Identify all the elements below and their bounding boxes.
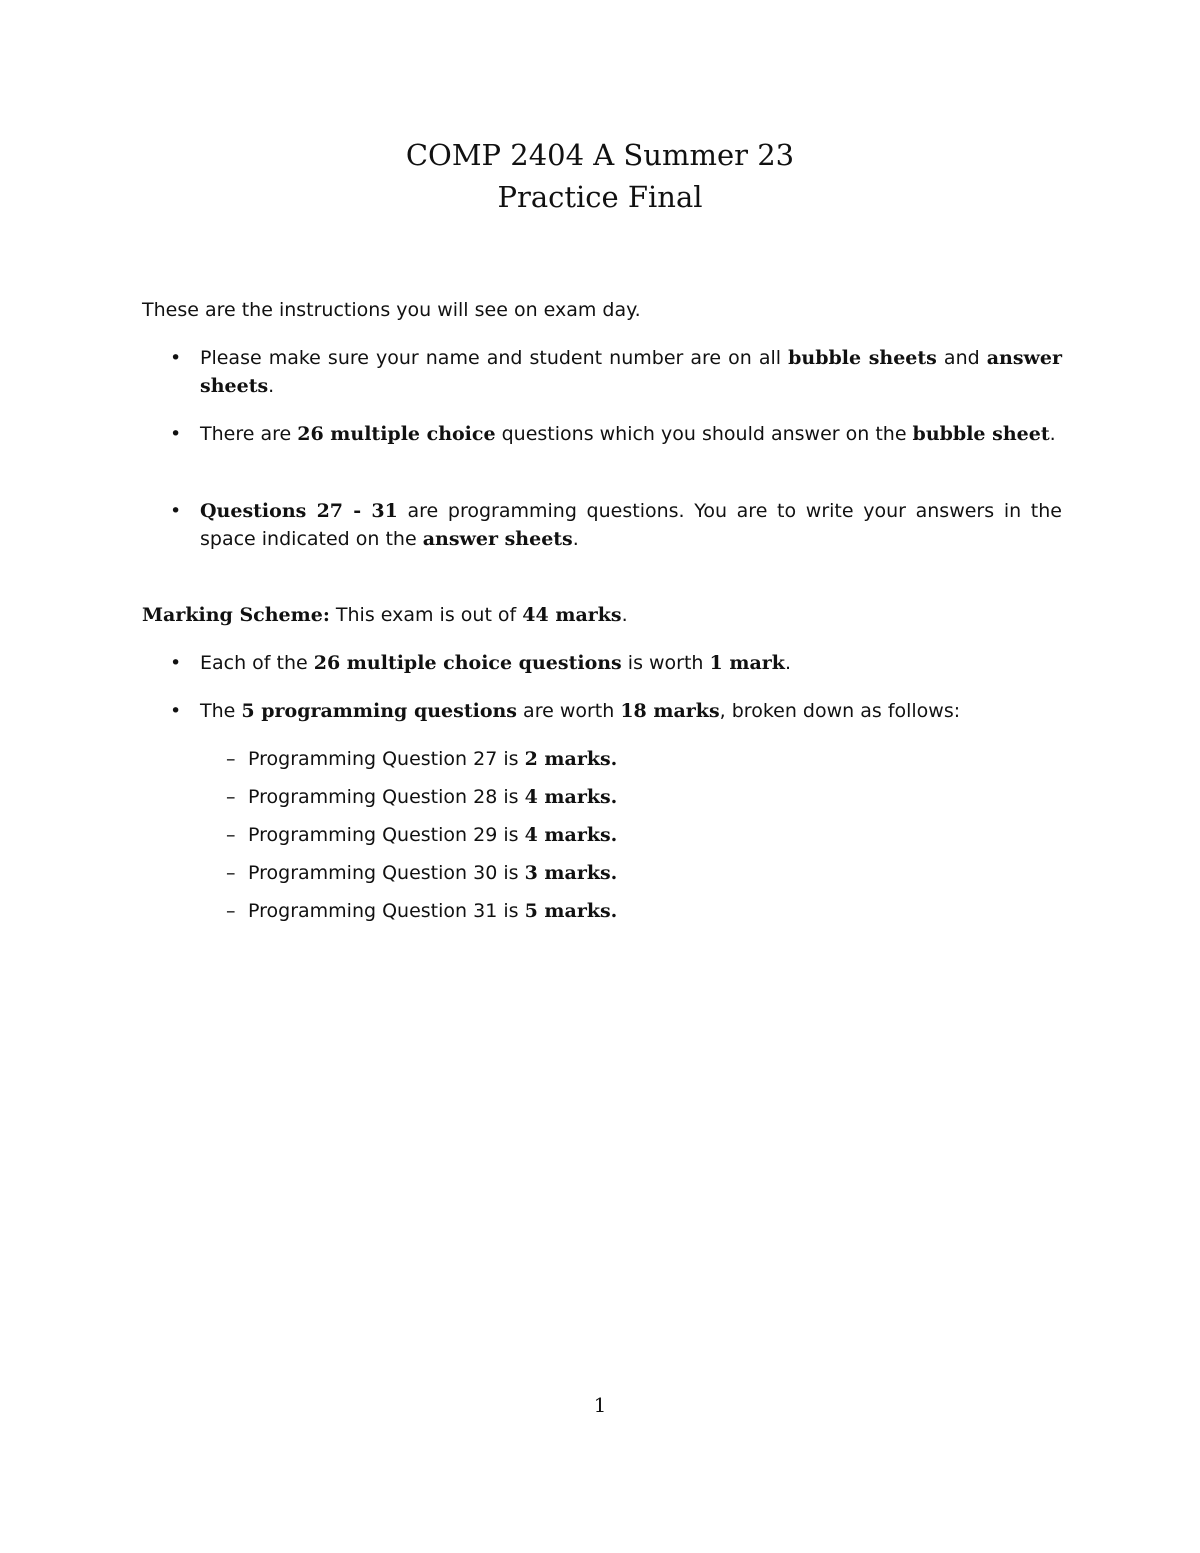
- sub-item: – Programming Question 27 is 2 marks.: [248, 745, 617, 773]
- sub-item: – Programming Question 29 is 4 marks.: [248, 821, 617, 849]
- instruction-2: • There are 26 multiple choice questions which you should answer on the bubble sheet.: [200, 420, 1062, 448]
- marking-item-1: • Each of the 26 multiple choice questions is worth 1 mark.: [200, 649, 1062, 677]
- instruction-1: • Please make sure your name and student number are on all bubble sheets and answer sheets.: [200, 344, 1062, 400]
- marking-item-2: • The 5 programming questions are worth 18 marks, broken down as follows:: [200, 697, 1062, 725]
- sub-item: – Programming Question 30 is 3 marks.: [248, 859, 617, 887]
- sub-item: – Programming Question 31 is 5 marks.: [248, 897, 617, 925]
- instruction-3: • Questions 27 - 31 are programming questions. You are to write your answers in the space indicated on the answer sheets.: [200, 497, 1062, 553]
- course-title: COMP 2404 A Summer 23: [405, 138, 795, 172]
- exam-title: Practice Final: [497, 180, 703, 214]
- intro-text: These are the instructions you will see on exam day.: [142, 299, 641, 321]
- sub-item: – Programming Question 28 is 4 marks.: [248, 783, 617, 811]
- page-number: 1: [593, 1393, 607, 1417]
- marking-scheme: Marking Scheme: This exam is out of 44 marks.: [142, 604, 628, 626]
